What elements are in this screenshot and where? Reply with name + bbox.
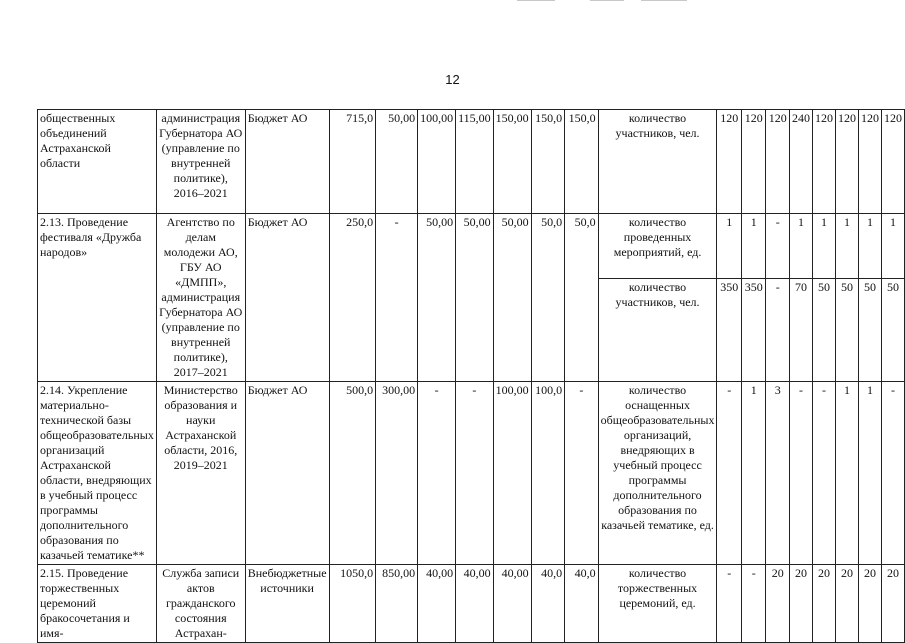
finance-2020: 100,0: [531, 382, 565, 565]
finance-2021: -: [565, 382, 599, 565]
finance-2016: 50,00: [376, 110, 418, 214]
funding-source: Бюджет АО: [245, 382, 329, 565]
indicator-value: 120: [835, 110, 858, 214]
finance-2021: 50,0: [565, 214, 599, 382]
indicator-value: 50: [812, 278, 835, 381]
finance-2021: 40,0: [565, 565, 599, 643]
indicator-value: 1: [858, 214, 881, 279]
finance-total: 1050,0: [329, 565, 376, 643]
indicator-value: 1: [835, 214, 858, 279]
scan-marks: [517, 0, 687, 2]
finance-total: 500,0: [329, 382, 376, 565]
indicator-name: количество оснащенных общеобразовательных организаций, внедряющих в учебный процесс программы дополнительного образования по казачьей тематике, ед.: [598, 382, 717, 565]
table-row: [38, 382, 905, 565]
indicator-value: 20: [766, 565, 790, 643]
indicator-name: количество торжественных церемоний, ед.: [598, 565, 717, 643]
finance-total: 250,0: [329, 214, 376, 382]
indicator-value: 350: [741, 278, 766, 381]
finance-2017: 40,00: [418, 565, 456, 643]
finance-2017: -: [418, 382, 456, 565]
finance-2018: 40,00: [456, 565, 494, 643]
indicator-value: -: [717, 565, 742, 643]
indicator-value: 120: [717, 110, 742, 214]
indicator-value: 50: [835, 278, 858, 381]
indicator-value: 20: [881, 565, 904, 643]
measure-name: 2.15. Проведение торжественных церемоний бракосочетания и имя-: [38, 565, 157, 643]
finance-2019: 150,00: [493, 110, 531, 214]
finance-2019: 100,00: [493, 382, 531, 565]
program-table: [37, 109, 905, 643]
indicator-value: -: [766, 214, 790, 279]
executor: Министерство образования и науки Астраханской области, 2016, 2019–2021: [156, 382, 245, 565]
indicator-value: 1: [741, 382, 766, 565]
finance-2019: 40,00: [493, 565, 531, 643]
indicator-value: -: [812, 382, 835, 565]
finance-2019: 50,00: [493, 214, 531, 382]
indicator-value: 120: [858, 110, 881, 214]
finance-2018: -: [456, 382, 494, 565]
executor: Агентство по делам молодежи АО, ГБУ АО «ДМПП», администрация Губернатора АО (управление по внутренней политике), 2017–2021: [156, 214, 245, 382]
indicator-value: -: [717, 382, 742, 565]
indicator-value: 1: [717, 214, 742, 279]
indicator-value: 20: [812, 565, 835, 643]
indicator-name: количество участников, чел.: [598, 110, 717, 214]
finance-2020: 40,0: [531, 565, 565, 643]
measure-name: 2.14. Укрепление материально-технической базы общеобразовательных организаций Астраханской области, внедряющих в учебный процесс программы дополнительного образования по казачьей тематике**: [38, 382, 157, 565]
finance-2021: 150,0: [565, 110, 599, 214]
indicator-value: -: [766, 278, 790, 381]
funding-source: Бюджет АО: [245, 110, 329, 214]
indicator-value: 1: [812, 214, 835, 279]
measure-name: общественных объединений Астраханской области: [38, 110, 157, 214]
table-row: [38, 110, 905, 214]
funding-source: Внебюджетные источники: [245, 565, 329, 643]
finance-2018: 115,00: [456, 110, 494, 214]
executor: Служба записи актов гражданского состояния Астрахан-: [156, 565, 245, 643]
indicator-value: 20: [835, 565, 858, 643]
indicator-value: 350: [717, 278, 742, 381]
indicator-value: 120: [741, 110, 766, 214]
indicator-name: количество проведенных мероприятий, ед.: [598, 214, 717, 279]
indicator-value: 120: [881, 110, 904, 214]
finance-2020: 150,0: [531, 110, 565, 214]
finance-2016: -: [376, 214, 418, 382]
indicator-value: 1: [835, 382, 858, 565]
finance-2016: 850,00: [376, 565, 418, 643]
indicator-value: 240: [789, 110, 812, 214]
measure-name: 2.13. Проведение фестиваля «Дружба народов»: [38, 214, 157, 382]
finance-2020: 50,0: [531, 214, 565, 382]
indicator-value: 1: [741, 214, 766, 279]
finance-2017: 50,00: [418, 214, 456, 382]
page-number: 12: [445, 72, 460, 87]
table-row: [38, 214, 905, 279]
indicator-value: 20: [789, 565, 812, 643]
finance-2018: 50,00: [456, 214, 494, 382]
indicator-value: 1: [789, 214, 812, 279]
indicator-value: 120: [812, 110, 835, 214]
indicator-value: 120: [766, 110, 790, 214]
finance-2016: 300,00: [376, 382, 418, 565]
finance-2017: 100,00: [418, 110, 456, 214]
indicator-value: -: [789, 382, 812, 565]
indicator-value: 70: [789, 278, 812, 381]
funding-source: Бюджет АО: [245, 214, 329, 382]
table-row: [38, 565, 905, 643]
indicator-value: -: [881, 382, 904, 565]
indicator-value: 1: [881, 214, 904, 279]
indicator-value: 3: [766, 382, 790, 565]
executor: администрация Губернатора АО (управление по внутренней политике), 2016–2021: [156, 110, 245, 214]
indicator-value: 20: [858, 565, 881, 643]
indicator-value: 50: [881, 278, 904, 381]
indicator-name: количество участников, чел.: [598, 278, 717, 381]
indicator-value: -: [741, 565, 766, 643]
indicator-value: 1: [858, 382, 881, 565]
finance-total: 715,0: [329, 110, 376, 214]
indicator-value: 50: [858, 278, 881, 381]
